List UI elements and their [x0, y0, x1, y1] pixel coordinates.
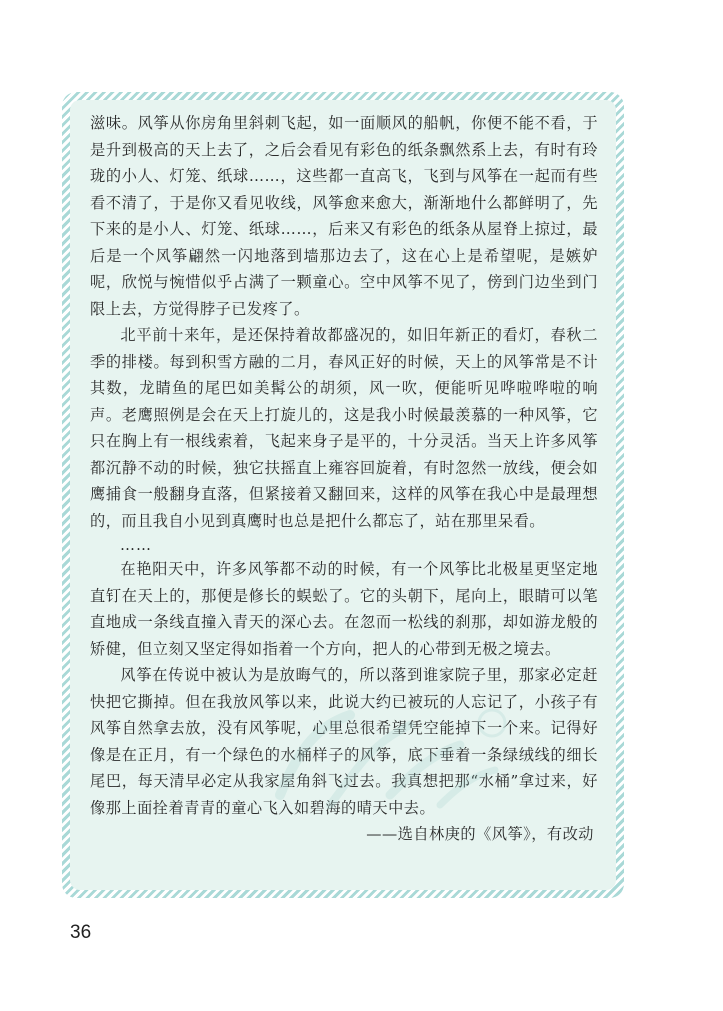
paragraph-4: 风筝在传说中被认为是放晦气的，所以落到谁家院子里，那家必定赶快把它撕掉。但在我放风筝以来，此说大约已被玩的人忘记了，小孩子有风筝自然拿去放，没有风筝呢，心里总很希望凭空能掉下一个来。记得好像是在正月，有一个绿色的水桶样子的风筝，底下垂着一条绿绒线的细长尾巴，每天清早必定从我家屋角斜飞过去。我真想把那“水桶”拿过来，好像那上面拴着青青的童心飞入如碧海的晴天中去。 — [90, 666, 598, 817]
paragraph-3: 在艳阳天中，许多风筝都不动的时候，有一个风筝比北极星更坚定地直钉在天上的，那便是修长的蜈蚣了。它的头朝下，尾向上，眼睛可以笔直地成一条线直撞入青天的深心去。在忽而一松线的刹那，却如游龙般的矫健，但立刻又坚定得如指着一个方向，把人的心带到无极之境去。 — [90, 560, 598, 658]
omission-ellipsis: …… — [120, 536, 152, 554]
paragraph-2: 北平前十来年，是还保持着故都盛况的，如旧年新正的看灯，春秋二季的排楼。每到积雪方融的二月，春风正好的时候，天上的风筝常是不计其数，龙睛鱼的尾巴如美髯公的胡须，风一吹，便能听见哗啦哗啦的响声。老鹰照例是会在天上打旋儿的，这是我小时候最羡慕的一种风筝，它只在胸上有一根线索着，飞起来身子是平的，十分灵活。当天上许多风筝都沉静不动的时候，独它扶摇直上雍容回旋着，有时忽然一放线，便会如鹰捕食一般翻身直落，但紧接着又翻回来，这样的风筝在我心中是最理想的，而且我自小见到真鹰时也总是把什么都忘了，站在那里呆看。 — [90, 326, 598, 530]
text-box — [70, 100, 616, 890]
page-number: 36 — [70, 922, 92, 943]
source-attribution: ——选自林庚的《风筝》，有改动 — [366, 825, 594, 843]
paragraph-1: 滋味。风筝从你房角里斜刺飞起，如一面顺风的船帆，你便不能不看，于是升到极高的天上去了，之后会看见有彩色的纸条飘然系上去，有时有玲珑的小人、灯笼、纸球……，这些都一直高飞，飞到与风筝在一起而有些看不清了，于是你又看见收线，风筝愈来愈大，渐渐地什么都鲜明了，先下来的是小人、灯笼、纸球……，后来又有彩色的纸条从屋脊上掠过，最后是一个风筝翩然一闪地落到墙那边去了，这在心上是希望呢，是嫉妒呢，欣悦与惋惜似乎占满了一颗童心。空中风筝不见了，傍到门边坐到门限上去，方觉得脖子已发疼了。 — [90, 114, 598, 318]
text-box-frame — [62, 92, 624, 898]
